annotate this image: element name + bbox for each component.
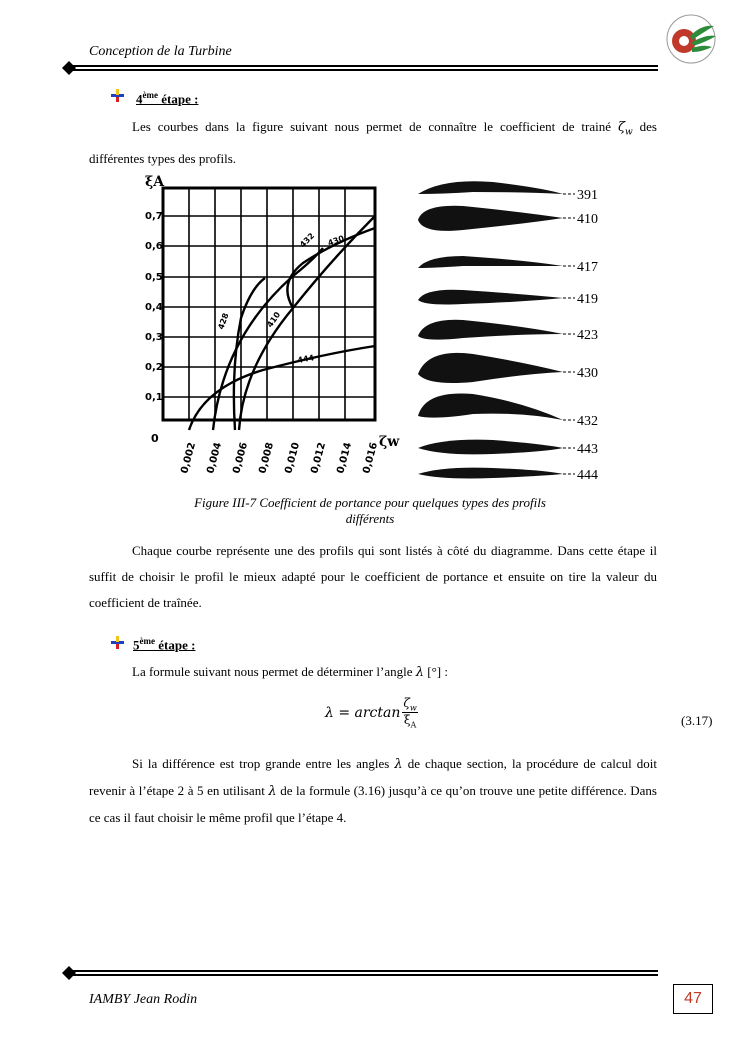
curve-432: [213, 248, 323, 430]
profile-shapes: [418, 181, 563, 478]
y-tick-label: 0,4: [145, 302, 163, 313]
profile-label: 417: [577, 260, 598, 275]
profile-410: [418, 206, 563, 231]
x-tick-label: 0,002: [179, 441, 199, 475]
y-tick-label: 0,3: [145, 332, 163, 343]
step-4-heading: 4ème étape :: [136, 90, 199, 107]
curve-410: [239, 216, 375, 430]
chart-grid: [163, 188, 375, 420]
step-5-heading: 5ème étape :: [133, 636, 196, 653]
header-rule: [62, 61, 658, 75]
profile-417: [418, 256, 563, 268]
figure-caption: Figure III-7 Coefficient de portance pour quelques types des profils différents: [194, 495, 546, 526]
profile-423: [418, 320, 563, 340]
figure-explanation-paragraph: Chaque courbe représente une des profils qui sont listés à côté du diagramme. Dans cette étape il suffit de choisir le profil le mieux adapté pour le coefficient de portance et ensuite on tire la valeur du coefficient de traînée.: [89, 543, 657, 610]
x-tick-label: 0,006: [231, 441, 251, 475]
step-5-intro: La formule suivant nous permet de déterminer l’angle λ [°] :: [132, 664, 448, 680]
y-tick-label: 0,6: [145, 241, 163, 252]
profile-label: 423: [577, 328, 598, 343]
curve-444: [189, 346, 375, 430]
y-axis-label: ξA: [145, 174, 165, 190]
origin-label: 0: [151, 432, 159, 445]
x-tick-label: 0,016: [361, 441, 381, 475]
profile-label: 419: [577, 292, 598, 307]
profile-444: [418, 468, 563, 479]
profile-label: 410: [577, 212, 598, 227]
profile-391: [418, 181, 563, 194]
y-tick-label: 0,2: [145, 362, 163, 373]
profile-430: [418, 353, 563, 383]
x-tick-label: 0,004: [205, 441, 225, 475]
footer-rule: [62, 966, 658, 980]
x-tick-label: 0,012: [309, 441, 329, 475]
y-tick-label: 0,7: [145, 211, 163, 222]
step-4-paragraph: Les courbes dans la figure suivant nous permet de connaître le coefficient de trainé $\zeta_w$ des différentes types des profils.: [89, 119, 657, 166]
profile-label: 443: [577, 442, 598, 457]
final-paragraph: Si la différence est trop grande entre les angles λ de chaque section, la procédure de calcul doit revenir à l’étape 2 à 5 en utilisant λ de la formule (3.16) jusqu’à ce qu’on trouve une petite différence. Dans ce cas il faut choisir le même profil que l’étape 4.: [89, 756, 657, 825]
zeta-w-symbol: $\zeta_w$: [617, 120, 633, 138]
profile-419: [418, 290, 563, 305]
profile-label: 444: [577, 468, 598, 483]
x-axis-label: ζw: [379, 434, 400, 450]
y-tick-label: 0,5: [145, 272, 163, 283]
profile-label: 432: [577, 414, 598, 429]
page-number: 47: [673, 984, 713, 1014]
university-logo: [662, 14, 720, 64]
header-title: Conception de la Turbine: [89, 44, 232, 59]
arrow-bullet-icon: [111, 89, 124, 102]
profile-432: [418, 393, 563, 420]
formula-3-17: λ = arctan $\frac{\zeta_w}{\xi_A}$: [325, 696, 417, 730]
equation-number: (3.17): [681, 713, 713, 728]
curve-label-410: 410: [265, 310, 283, 330]
curve-label-428: 428: [216, 311, 231, 331]
x-tick-label: 0,008: [257, 441, 277, 475]
arrow-bullet-icon: [111, 636, 124, 649]
profile-443: [418, 440, 563, 455]
curve-label-432: 432: [298, 231, 317, 250]
profile-label: 430: [577, 366, 598, 381]
profile-label: 391: [577, 188, 598, 203]
x-tick-label: 0,010: [283, 441, 303, 475]
curve-label-444: 444: [296, 353, 315, 365]
footer-author: IAMBY Jean Rodin: [89, 992, 198, 1007]
y-tick-label: 0,1: [145, 392, 163, 403]
x-tick-label: 0,014: [335, 441, 355, 475]
portance-figure: [143, 168, 621, 490]
curve-label-430: 430: [326, 233, 346, 248]
